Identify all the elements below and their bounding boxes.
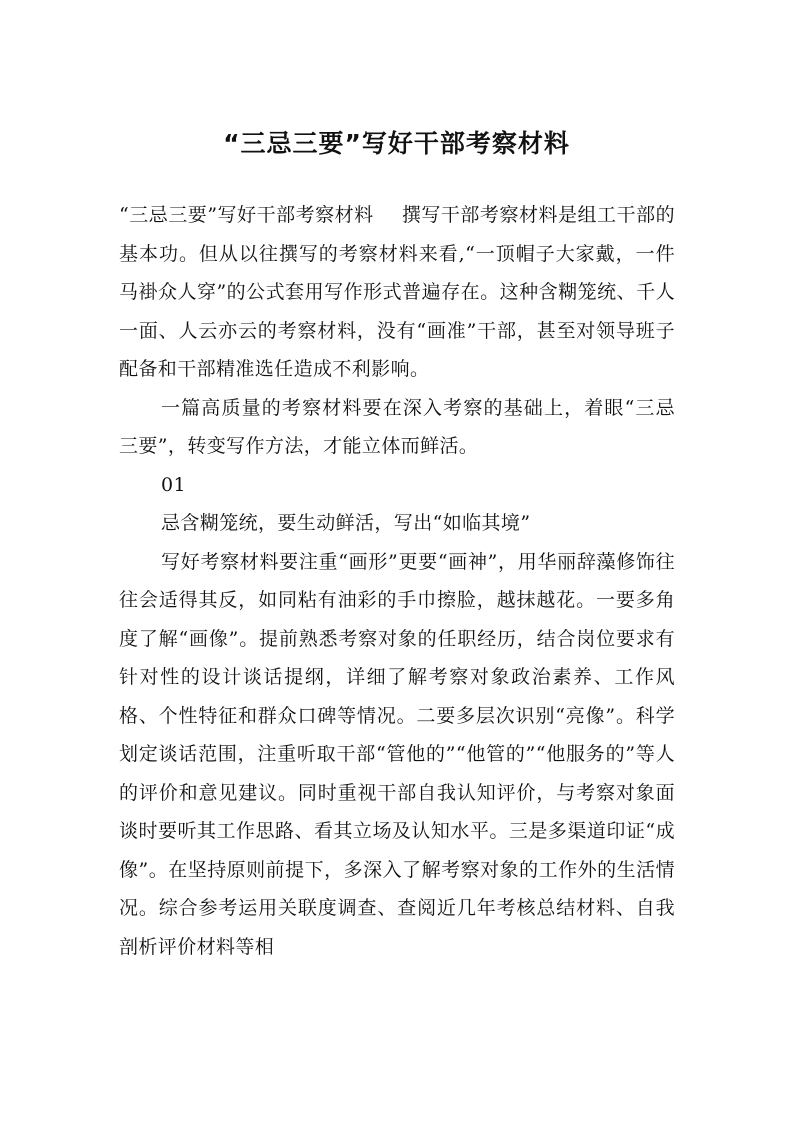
paragraph-text: 撰写干部考察材料是组工干部的基本功。但从以往撰写的考察材料来看,“一顶帽子大家戴，一件马褂众人穿”的公式套用写作形式普遍存在。这种含糊笼统、千人一面、人云亦云的考察材料，没有“画准”干部，甚至对领导班子配备和干部精准选任造成不利影响。 — [119, 204, 675, 380]
paragraph-intro — [119, 196, 675, 389]
paragraph-lead: “三忌三要”写好干部考察材料 — [119, 204, 374, 226]
document-body — [119, 196, 675, 966]
paragraph-3: 写好考察材料要注重“画形”更要“画神”，用华丽辞藻修饰往往会适得其反，如同粘有油彩的手巾擦脸，越抹越花。一要多角度了解“画像”。提前熟悉考察对象的任职经历，结合岗位要求有针对性的设计谈话提纲，详细了解考察对象政治素养、工作风格、个性特征和群众口碑等情况。二要多层次识别“亮像”。科学划定谈话范围，注重听取干部“管他的”“他管的”“他服务的”等人的评价和意见建议。同时重视干部自我认知评价，与考察对象面谈时要听其工作思路、看其立场及认知水平。三是多渠道印证“成像”。在坚持原则前提下，多深入了解考察对象的工作外的生活情况。综合参考运用关联度调查、查阅近几年考核总结材料、自我剖析评价材料等相 — [119, 550, 675, 958]
section-heading: 忌含糊笼统，要生动鲜活，写出“如临其境” — [161, 512, 531, 534]
paragraph-2: 一篇高质量的考察材料要在深入考察的基础上，着眼“三忌三要”，转变写作方法，才能立体而鲜活。 — [119, 396, 675, 457]
document-title: “三忌三要”写好干部考察材料 — [223, 129, 570, 158]
section-number: 01 — [161, 473, 186, 496]
